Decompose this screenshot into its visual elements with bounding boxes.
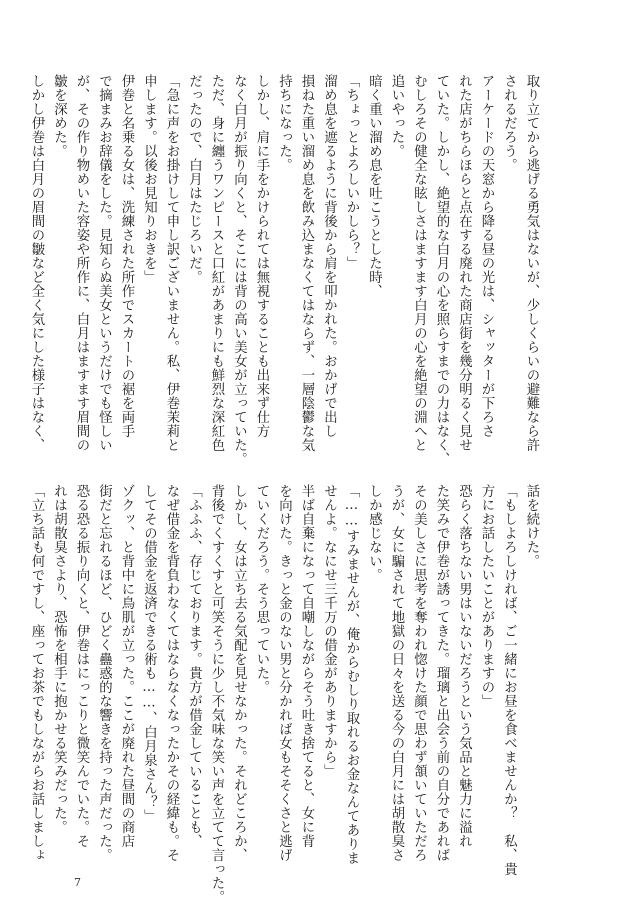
upper-text-block (29, 74, 542, 466)
text-column: 半ば自棄になって自嘲しながらそう吐き捨てると、女に背 (299, 484, 314, 848)
text-column: 申します。以後お見知りおきを」 (141, 74, 157, 284)
text-column: してその借金を返済できる術も……、白月泉さん？」 (141, 484, 157, 824)
text-column: ゾクッ、と背中に鳥肌が立った。ここが廃れた昼間の商店 (119, 484, 134, 848)
text-column: 皺を深めた。 (51, 74, 67, 158)
text-column: しかし伊巻は白月の眉間の皺など全く気にした様子はなく、 (29, 74, 44, 452)
text-column: その美しさに思考を奪われ惚けた顔で思わず頷いていただろ (411, 484, 427, 862)
text-column: れた店がちらほらと点在する廃れた商店街を幾分明るく見せ (456, 74, 472, 452)
lower-text-block (29, 484, 542, 904)
text-column: ていくだろう。そう思っていた。 (254, 484, 269, 694)
text-column: しか感じない。 (366, 484, 382, 582)
text-column: 街だと忘れるほど、ひどく蠱惑的な響きを持った声だった。 (96, 484, 112, 862)
text-column: れは胡散臭さより、恐怖を相手に抱かせる笑みだった。 (51, 484, 67, 834)
page-number: 7 (74, 876, 81, 889)
text-column: 「立ち話も何ですし、座ってお茶でもしながらお話しましょ (29, 484, 44, 862)
text-column: なぜ借金を背負わなくてはならなくなったかその経緯も。そ (164, 484, 179, 862)
text-column: しかし、女は立ち去る気配を見せなかった。それどころか、 (231, 484, 247, 862)
text-column: だったので、白月はたじろいだ。 (186, 74, 202, 284)
text-column: を向けた。きっと金のない男と分かれば女もそそくさと逃げ (276, 484, 292, 862)
text-column: 持ちになった。 (276, 74, 292, 172)
text-column: むしろその健全な眩しさはますます白月の心を絶望の淵へと (411, 74, 427, 452)
text-column: で摘まみお辞儀をした。見知らぬ美女というだけでも怪しい (96, 74, 112, 452)
text-column: 暗く重い溜め息を吐こうとした時、 (366, 74, 382, 298)
text-column: 「ふふふ、存じております。貴方が借金していることも、 (186, 484, 202, 848)
text-column: しかし、肩に手をかけられては無視することも出来ず仕方 (254, 74, 269, 438)
text-column: 「……すみませんが、俺からむしり取れるお金なんてありま (344, 484, 359, 866)
text-column: なく白月が振り向くと、そこには背の高い美女が立っていた。 (231, 74, 247, 466)
text-column: 「急に声をお掛けして申し訳ございません。私、伊巻茉莉と (164, 74, 179, 452)
text-column: 「ちょっとよろしいかしら？」 (344, 74, 359, 270)
text-column: ただ、身に纏うワンピースと口紅があまりにも鮮烈な深紅色 (209, 74, 224, 452)
text-column: 恐らく落ちない男はいないだろうという気品と魅力に溢れ (456, 484, 472, 848)
text-column: アーケードの天窓から降る昼の光は、シャッターが下ろさ (479, 74, 494, 438)
text-column: 伊巻と名乗る女は、洗練された所作でスカートの裾を両手 (119, 74, 134, 438)
text-column: 方にお話したいことがありますの」 (479, 484, 494, 708)
text-column: 「もしよろしければ、ご一緒にお昼を食べませんか？ 私、貴 (501, 484, 517, 876)
text-column: 話を続けた。 (524, 484, 539, 568)
text-column: せんよ。なにせ三千万の借金がありますから」 (321, 484, 337, 778)
text-column: た笑みで伊巻が誘ってきた。瑠璃と出会う前の自分であれば (434, 484, 449, 862)
text-column: 溜め息を遮るように背後から肩を叩かれた。おかげで出し (321, 74, 337, 438)
text-column: 取り立てから逃げる勇気はないが、少しくらいの避難なら許 (524, 74, 539, 452)
text-column: が、その作り物めいた容姿や所作に、白月はますます眉間の (74, 74, 89, 452)
text-column: うが、女に騙されて地獄の日々を送る今の白月には胡散臭さ (389, 484, 404, 862)
text-column: 背後でくすくすと可笑そうに少し不気味な笑い声を立てて言った。 (209, 484, 224, 904)
text-column: 追いやった。 (389, 74, 404, 158)
text-column: 恐る恐る振り向くと、伊巻はにっこりと微笑んでいた。そ (74, 484, 89, 848)
text-column: ていた。しかし、絶望的な白月の心を照らすまでの力はなく、 (434, 74, 449, 466)
text-column: されるだろう。 (501, 74, 517, 172)
text-column: 損ねた重い溜め息を飲み込まなくてはならず、一層陰鬱な気 (299, 74, 314, 452)
